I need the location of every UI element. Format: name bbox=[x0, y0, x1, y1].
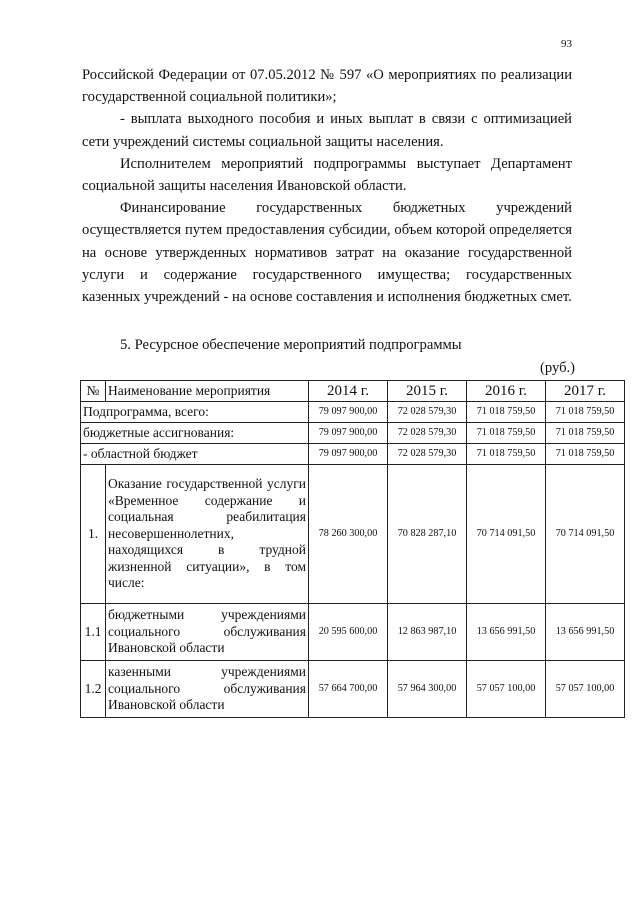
row-name: Оказание государственной услуги «Временное содержание и социальная реабилитация несовершеннолетних, находящихся в трудной жизненной ситуации», в том числе: bbox=[106, 465, 309, 604]
cell-2017: 57 057 100,00 bbox=[546, 661, 625, 718]
cell-2015: 72 028 579,30 bbox=[388, 402, 467, 423]
cell-2016: 71 018 759,50 bbox=[467, 423, 546, 444]
cell-2014: 20 595 600,00 bbox=[309, 604, 388, 661]
cell-2015: 12 863 987,10 bbox=[388, 604, 467, 661]
table-row bbox=[81, 423, 625, 444]
row-num: 1.2 bbox=[81, 661, 106, 718]
cell-2017: 71 018 759,50 bbox=[546, 402, 625, 423]
cell-2017: 71 018 759,50 bbox=[546, 444, 625, 465]
cell-2017: 71 018 759,50 bbox=[546, 423, 625, 444]
header-num: № bbox=[81, 381, 106, 402]
cell-2015: 57 964 300,00 bbox=[388, 661, 467, 718]
table-row bbox=[81, 465, 625, 604]
row-num: 1.1 bbox=[81, 604, 106, 661]
cell-2016: 57 057 100,00 bbox=[467, 661, 546, 718]
cell-2016: 70 714 091,50 bbox=[467, 465, 546, 604]
cell-2015: 72 028 579,30 bbox=[388, 423, 467, 444]
table-row bbox=[81, 604, 625, 661]
header-2017: 2017 г. bbox=[546, 381, 625, 402]
row-name: Подпрограмма, всего: bbox=[81, 402, 309, 423]
paragraph: - выплата выходного пособия и иных выплат в связи с оптимизацией сети учреждений системы социальной защиты населения. bbox=[82, 111, 572, 150]
paragraph: Финансирование государственных бюджетных учреждений осуществляется путем предоставления субсидии, объем которой определяется на основе утвержденных нормативов затрат на оказание государственной услуги и содержание государственного имущества; государственных казенных учреждений - на основе составления и исполнения бюджетных смет. bbox=[82, 200, 572, 306]
paragraph: Исполнителем мероприятий подпрограммы выступает Департамент социальной защиты населения Ивановской области. bbox=[82, 155, 572, 195]
cell-2014: 57 664 700,00 bbox=[309, 661, 388, 718]
cell-2014: 79 097 900,00 bbox=[309, 423, 388, 444]
cell-2017: 70 714 091,50 bbox=[546, 465, 625, 604]
cell-2015: 70 828 287,10 bbox=[388, 465, 467, 604]
header-name: Наименование мероприятия bbox=[106, 381, 309, 402]
table-row bbox=[81, 661, 625, 718]
cell-2016: 71 018 759,50 bbox=[467, 402, 546, 423]
row-num: 1. bbox=[81, 465, 106, 604]
paragraph: Российской Федерации от 07.05.2012 № 597 «О мероприятиях по реализации государственной социальной политики»; bbox=[82, 67, 572, 106]
cell-2014: 78 260 300,00 bbox=[309, 465, 388, 604]
cell-2016: 13 656 991,50 bbox=[467, 604, 546, 661]
row-name: - областной бюджет bbox=[81, 444, 309, 465]
body-text bbox=[82, 64, 572, 308]
cell-2014: 79 097 900,00 bbox=[309, 444, 388, 465]
row-name: казенными учреждениями социального обслуживания Ивановской области bbox=[106, 661, 309, 718]
cell-2016: 71 018 759,50 bbox=[467, 444, 546, 465]
row-name: бюджетные ассигнования: bbox=[81, 423, 309, 444]
units-label: (руб.) bbox=[540, 360, 576, 376]
cell-2014: 79 097 900,00 bbox=[309, 402, 388, 423]
table-row bbox=[81, 444, 625, 465]
section-title: 5. Ресурсное обеспечение мероприятий подпрограммы bbox=[120, 337, 462, 353]
table-row bbox=[81, 402, 625, 423]
table-header-row bbox=[81, 381, 625, 402]
header-2015: 2015 г. bbox=[388, 381, 467, 402]
header-2014: 2014 г. bbox=[309, 381, 388, 402]
cell-2017: 13 656 991,50 bbox=[546, 604, 625, 661]
page-number: 93 bbox=[561, 38, 572, 50]
resources-table bbox=[80, 380, 625, 718]
row-name: бюджетными учреждениями социального обслуживания Ивановской области bbox=[106, 604, 309, 661]
cell-2015: 72 028 579,30 bbox=[388, 444, 467, 465]
header-2016: 2016 г. bbox=[467, 381, 546, 402]
